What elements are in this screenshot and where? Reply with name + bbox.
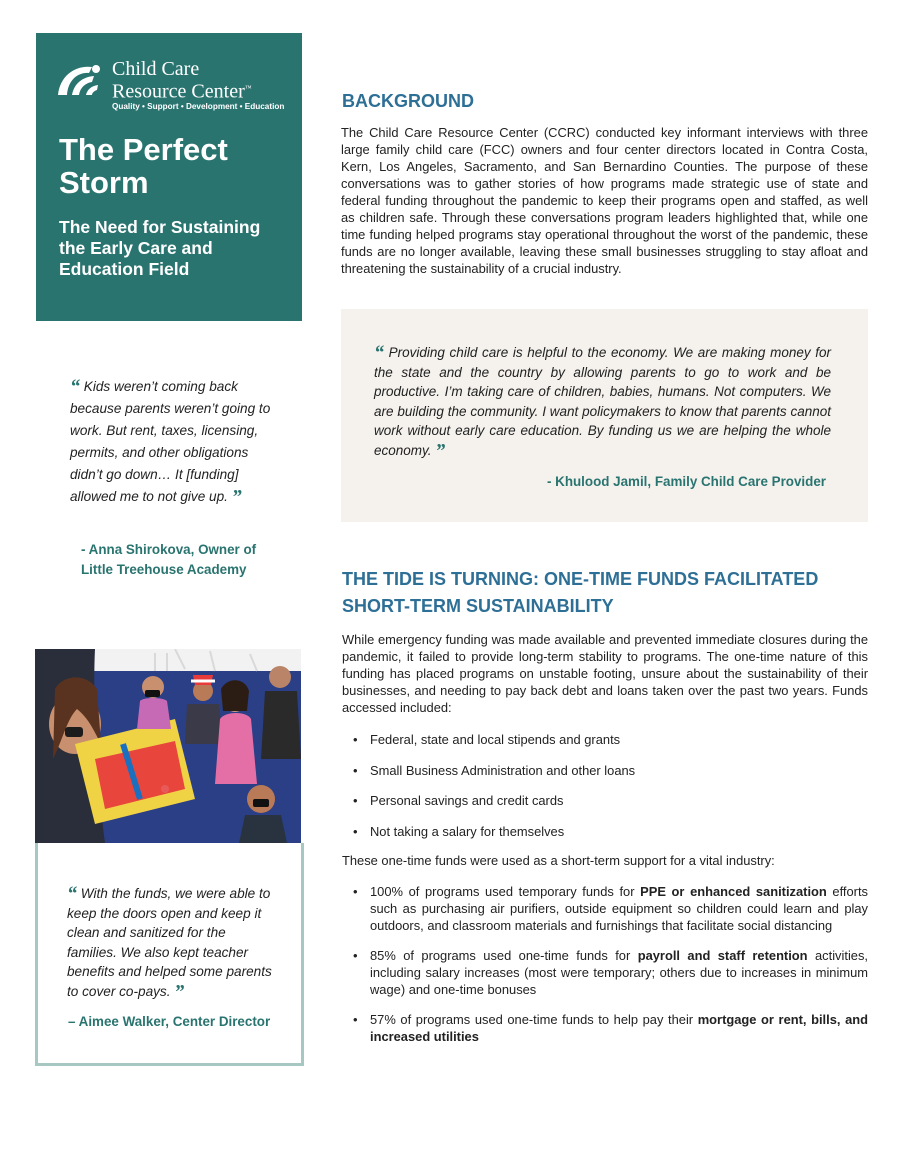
list-item-text: 85% of programs used one-time funds for [370,948,638,963]
list-item: • Federal, state and local stipends and grants [353,731,868,762]
logo-line-2-text: Resource Center [112,80,245,103]
sidebar-quote-2-attribution: – Aimee Walker, Center Director [68,1014,271,1029]
background-paragraph: The Child Care Resource Center (CCRC) conducted key informant interviews with three large family child care (FCC) owners and four center directors located in Contra Costa, Kern, Los Angeles, Sacramento, and San Bernardino Counties. The purpose of these conversations was to gather stories of how programs made strategic use of state and federal funding throughout the pandemic to keep their programs open and staffed, as well as children safe. Through these conversations program leaders highlighted that, while one time funding helped programs stay operational throughout the worst of the pandemic, these funds are no longer available, leaving these small businesses struggling to stay afloat and threatening the sustainability of a crucial industry. [341,125,868,276]
list-item [353,883,868,934]
ccrc-logo [56,59,296,119]
ccrc-logo-icon [56,61,106,97]
close-quote-icon: ” [435,439,446,462]
list-item-emphasis: PPE or enhanced sanitization [640,884,827,899]
close-quote-icon: ” [231,486,242,508]
list-item-emphasis: mortgage or rent, bills, and increased utilities [370,1012,868,1044]
list-item: • Not taking a salary for themselves [353,823,868,854]
list-item-text: activities, including salary increases (most were temporary; others due to increases in minimum wage) and one-time bonuses [370,948,869,997]
sidebar-quote-1-attribution: - Anna Shirokova, Owner of Little Treehouse Academy [81,542,257,577]
featured-quote-text: Providing child care is helpful to the economy. We are making money for the state and the country by allowing parents to go to work and be productive. I’m taking care of children, babies, humans. Not computers. We are building the community. I want policymakers to know that parents cannot work without early care education. By funding us we are helping the whole economy. [374,345,831,458]
tide-intro-paragraph: While emergency funding was made available and prevented immediate closures during the pandemic, it failed to provide long-term stability to programs. The one-time nature of this funding has placed programs on unstable footing, unsure about the sustainability of their businesses, and needing to pay back debt and loans taken over the past two years. Funds accessed included: [342,632,868,715]
open-quote-icon: “ [374,342,384,364]
close-quote-icon: ” [174,980,185,1003]
featured-quote-attribution: - Khulood Jamil, Family Child Care Provider [546,474,826,489]
featured-quote-box [341,309,868,522]
page-subtitle: The Need for Sustaining the Early Care and Education Field [59,217,261,279]
list-item: • Personal savings and credit cards [353,792,868,823]
sidebar-quote-2 [67,884,277,1002]
background-heading: BACKGROUND [342,91,474,111]
list-item-text: 100% of programs used temporary funds for [370,884,641,899]
list-item-text: efforts such as purchasing air purifiers, outside equipment so children could learn and play outdoors, and classroom materials and furnishings that facilitate social distancing [370,884,868,933]
page-title: The Perfect Storm [59,132,228,200]
list-item [353,1011,868,1045]
logo-tagline: Quality • Support • Development • Education [112,102,285,111]
funds-list [353,731,868,853]
classroom-photo [35,649,301,843]
list-item-text: 57% of programs used one-time funds to help pay their [370,1012,698,1027]
uses-list [353,883,868,1058]
classroom-photo-illustration [35,649,301,843]
sidebar-quote-1-text: Kids weren’t coming back because parents weren’t going to work. But rent, taxes, licensing, permits, and other obligations didn’t go down… It [funding] allowed me to not give up. [70,379,271,504]
open-quote-icon: “ [70,376,80,398]
sidebar-quote-2-text: With the funds, we were able to keep the doors open and keep it clean and sanitized for the families. We also kept teacher benefits and helped some parents to cover co-pays. [67,886,272,999]
title-panel [36,33,302,321]
featured-quote [374,343,831,461]
sidebar-quote-2-box [35,843,304,1066]
logo-line-2 [112,78,252,103]
sidebar-quote-1 [70,376,280,508]
logo-line-1: Child Care [112,58,200,80]
logo-trademark: ™ [244,84,252,92]
list-item [353,947,868,998]
open-quote-icon: “ [67,883,77,905]
list-item: • Small Business Administration and other loans [353,762,868,793]
uses-intro: These one-time funds were used as a short-term support for a vital industry: [342,853,775,868]
tide-heading: THE TIDE IS TURNING: ONE-TIME FUNDS FACILITATED SHORT-TERM SUSTAINABILITY [342,569,819,616]
list-item-emphasis: payroll and staff retention [637,948,808,963]
